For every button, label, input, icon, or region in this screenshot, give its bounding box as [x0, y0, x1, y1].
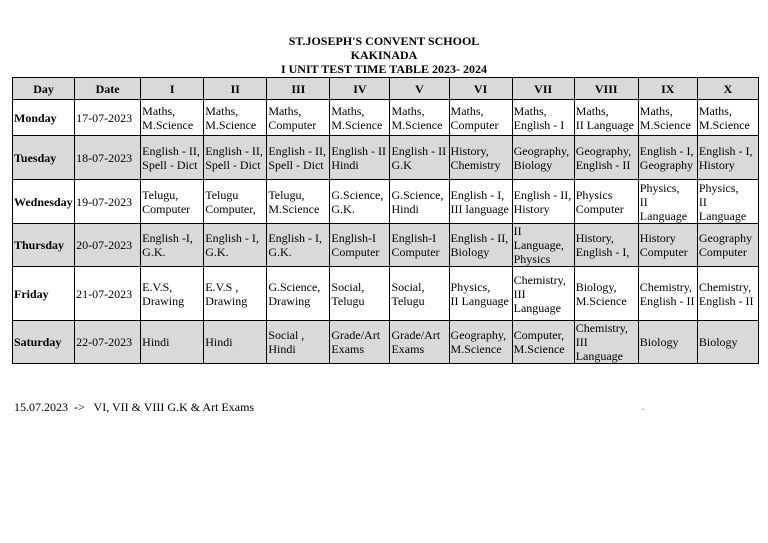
subject-cell: English - I, III language — [449, 180, 512, 224]
subject-cell: Physics, II Language — [449, 267, 512, 321]
subject-cell: Biology — [697, 321, 758, 364]
subject-cell: History, English - I, — [574, 224, 638, 267]
day-cell: Thursday — [13, 224, 75, 267]
table-row-friday — [13, 267, 759, 321]
footnote: 15.07.2023 -> VI, VII & VIII G.K & Art Exams — [14, 400, 255, 414]
day-cell: Wednesday — [13, 180, 75, 224]
day-cell: Tuesday — [13, 136, 75, 180]
subject-cell: E.V.S, Drawing — [141, 267, 204, 321]
subject-cell: Chemistry, English - II — [697, 267, 758, 321]
timetable — [12, 77, 759, 364]
table-row-wednesday — [13, 180, 759, 224]
header-row — [13, 78, 759, 100]
subject-cell: Hindi — [204, 321, 267, 364]
col-header-class-5: V — [390, 78, 449, 100]
subject-cell: Maths, II Language — [574, 100, 638, 136]
subject-cell: G.Science, Drawing — [267, 267, 330, 321]
col-header-class-10: X — [697, 78, 758, 100]
subject-cell: History, Chemistry — [449, 136, 512, 180]
table-row-saturday — [13, 321, 759, 364]
subject-cell: Telugu Computer, — [204, 180, 267, 224]
subject-cell: G.Science, Hindi — [390, 180, 449, 224]
table-row-thursday — [13, 224, 759, 267]
subject-cell: Geography, M.Science — [449, 321, 512, 364]
subject-cell: Physics, II Language — [638, 180, 697, 224]
table-row-monday — [13, 100, 759, 136]
timetable-title: I UNIT TEST TIME TABLE 2023- 2024 — [280, 62, 488, 76]
date-cell: 19-07-2023 — [75, 180, 141, 224]
col-header-class-2: II — [204, 78, 267, 100]
subject-cell: Chemistry, III Language — [512, 267, 574, 321]
subject-cell: Telugu, M.Science — [267, 180, 330, 224]
subject-cell: G.Science, G.K. — [330, 180, 390, 224]
subject-cell: Chemistry, III Language — [574, 321, 638, 364]
day-cell: Monday — [13, 100, 75, 136]
subject-cell: English - II G.K — [390, 136, 449, 180]
subject-cell: Biology — [638, 321, 697, 364]
subject-cell: Geography, English - II — [574, 136, 638, 180]
subject-cell: English-I Computer — [390, 224, 449, 267]
col-header-class-3: III — [267, 78, 330, 100]
subject-cell: Computer, M.Science — [512, 321, 574, 364]
date-cell: 22-07-2023 — [75, 321, 141, 364]
subject-cell: II Language, Physics — [512, 224, 574, 267]
subject-cell: Maths, Computer — [267, 100, 330, 136]
subject-cell: Social , Hindi — [267, 321, 330, 364]
subject-cell: Maths, Computer — [449, 100, 512, 136]
school-name: ST.JOSEPH'S CONVENT SCHOOL — [288, 34, 480, 48]
subject-cell: Physics, II Language — [697, 180, 758, 224]
subject-cell: English - I, G.K. — [267, 224, 330, 267]
subject-cell: English - II, Spell - Dict — [141, 136, 204, 180]
col-header-day: Day — [13, 78, 75, 100]
subject-cell: Hindi — [141, 321, 204, 364]
subject-cell: Maths, M.Science — [141, 100, 204, 136]
subject-cell: Biology, M.Science — [574, 267, 638, 321]
subject-cell: English-I Computer — [330, 224, 390, 267]
day-cell: Friday — [13, 267, 75, 321]
date-cell: 17-07-2023 — [75, 100, 141, 136]
col-header-class-9: IX — [638, 78, 697, 100]
subject-cell: English - II, Spell - Dict — [267, 136, 330, 180]
subject-cell: Telugu, Computer — [141, 180, 204, 224]
stray-mark: . — [642, 402, 645, 413]
col-header-class-1: I — [141, 78, 204, 100]
subject-cell: E.V.S , Drawing — [204, 267, 267, 321]
subject-cell: Social, Telugu — [390, 267, 449, 321]
subject-cell: English - II, Biology — [449, 224, 512, 267]
subject-cell: English - II, Spell - Dict — [204, 136, 267, 180]
subject-cell: Social, Telugu — [330, 267, 390, 321]
subject-cell: Maths, M.Science — [390, 100, 449, 136]
subject-cell: Maths, M.Science — [697, 100, 758, 136]
subject-cell: History Computer — [638, 224, 697, 267]
subject-cell: Maths, M.Science — [330, 100, 390, 136]
date-cell: 21-07-2023 — [75, 267, 141, 321]
subject-cell: Geography, Biology — [512, 136, 574, 180]
col-header-class-7: VII — [512, 78, 574, 100]
subject-cell: English - I, History — [697, 136, 758, 180]
subject-cell: Geography Computer — [697, 224, 758, 267]
subject-cell: Chemistry, English - II — [638, 267, 697, 321]
subject-cell: English - II, History — [512, 180, 574, 224]
subject-cell: English - I, Geography — [638, 136, 697, 180]
subject-cell: English -I, G.K. — [141, 224, 204, 267]
col-header-class-4: IV — [330, 78, 390, 100]
school-location: KAKINADA — [350, 48, 418, 62]
subject-cell: Physics Computer — [574, 180, 638, 224]
col-header-date: Date — [75, 78, 141, 100]
subject-cell: Maths, M.Science — [638, 100, 697, 136]
subject-cell: Grade/Art Exams — [330, 321, 390, 364]
subject-cell: Grade/Art Exams — [390, 321, 449, 364]
subject-cell: English - I, G.K. — [204, 224, 267, 267]
table-row-tuesday — [13, 136, 759, 180]
date-cell: 18-07-2023 — [75, 136, 141, 180]
col-header-class-8: VIII — [574, 78, 638, 100]
date-cell: 20-07-2023 — [75, 224, 141, 267]
subject-cell: English - II Hindi — [330, 136, 390, 180]
document-header — [0, 34, 768, 76]
day-cell: Saturday — [13, 321, 75, 364]
subject-cell: Maths, English - I — [512, 100, 574, 136]
subject-cell: Maths, M.Science — [204, 100, 267, 136]
col-header-class-6: VI — [449, 78, 512, 100]
